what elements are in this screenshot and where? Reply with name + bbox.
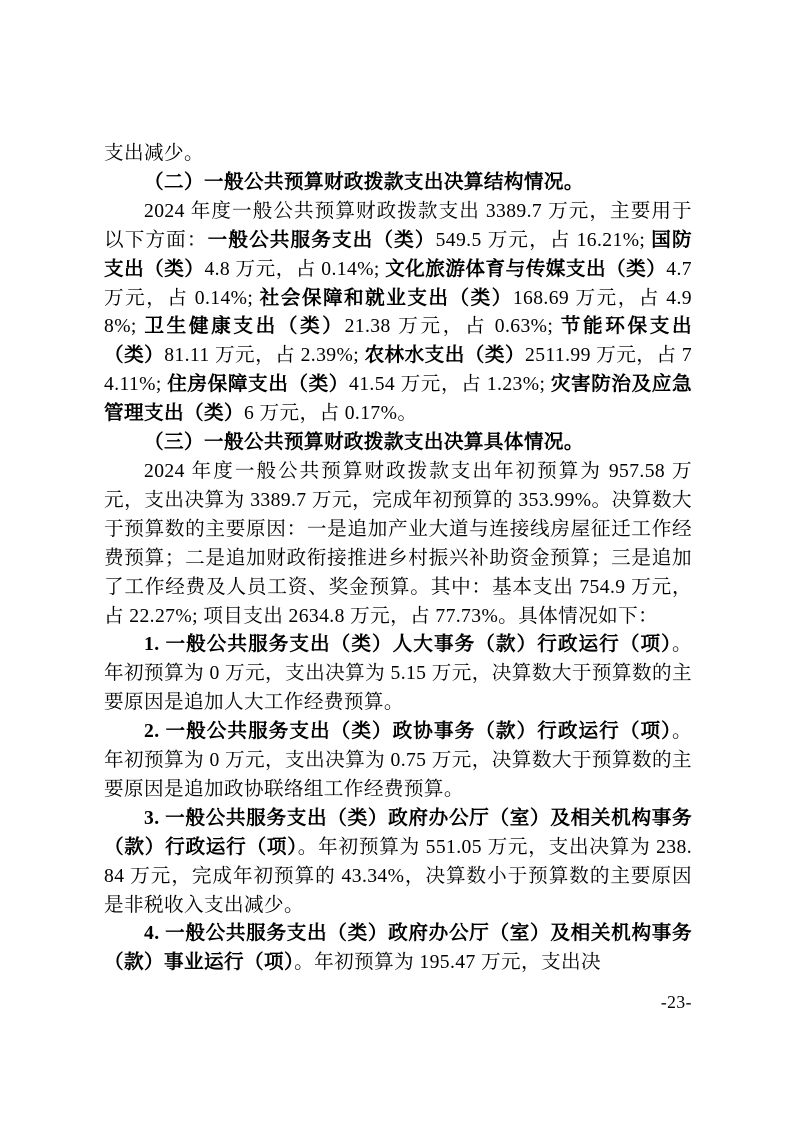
- body-text: 21.38 万元，占 0.63%;: [344, 316, 561, 338]
- body-text: 4.7 万元，占 0.14%;: [104, 258, 692, 309]
- emphasis-text: 一般公共服务支出（类）: [207, 229, 436, 251]
- document-body: [104, 140, 692, 978]
- paragraph-continuation: [104, 140, 692, 169]
- emphasis-text: 社会保障和就业支出（类）: [259, 287, 513, 309]
- emphasis-text: 3. 一般公共服务支出（类）政府办公厅（室）及相关机构事务（款）行政运行（项）: [104, 807, 692, 858]
- emphasis-text: 节能环保支出（类）: [104, 316, 692, 367]
- body-text: 549.5 万元，占 16.21%;: [435, 229, 652, 251]
- body-text: 2511.99 万元，占 74.11%;: [104, 345, 693, 396]
- section-heading-3: [104, 429, 692, 458]
- emphasis-text: 1. 一般公共服务支出（类）人大事务（款）行政运行（项）: [144, 634, 672, 656]
- body-text: 2024 年度一般公共预算财政拨款支出年初预算为 957.58 万元，支出决算为 3389.7 万元，完成年初预算的 353.99%。决算数大于预算数的主要原因：一是追加产业大道与连接线房屋征迁工作经费预算；二是追加财政衔接推进乡村振兴补助资金预算；三是追加了工作经费及人员工资、奖金预算。其中：基本支出 754.9 万元，占 22.27%; 项目支出 2634.8 万元，占 77.73%。具体情况如下：: [104, 460, 692, 627]
- item-2: [104, 718, 692, 805]
- emphasis-text: 住房保障支出（类）: [167, 374, 349, 396]
- body-text: 支出减少。: [104, 143, 204, 164]
- body-text: 。年初预算为 0 万元，支出决算为 5.15 万元，决算数大于预算数的主要原因是追加人大工作经费预算。: [104, 634, 692, 714]
- section-heading-2: [104, 169, 692, 198]
- body-text: 。年初预算为 0 万元，支出决算为 0.75 万元，决算数大于预算数的主要原因是追加政协联络组工作经费预算。: [104, 721, 692, 800]
- item-3: [104, 805, 692, 921]
- emphasis-text: 2. 一般公共服务支出（类）政协事务（款）行政运行（项）: [144, 721, 672, 743]
- paragraph-expenditure-structure: [104, 198, 692, 429]
- emphasis-text: 文化旅游体育与传媒支出（类）: [385, 258, 667, 280]
- emphasis-text: （二）一般公共预算财政拨款支出决算结构情况。: [144, 171, 584, 193]
- page-number: -23-: [660, 992, 692, 1012]
- paragraph-overview: [104, 458, 692, 631]
- emphasis-text: 4. 一般公共服务支出（类）政府办公厅（室）及相关机构事务（款）事业运行（项）: [104, 923, 692, 974]
- body-text: 168.69 万元，占 4.98%;: [104, 287, 692, 338]
- body-text: 4.8 万元，占 0.14%;: [204, 258, 386, 280]
- item-4: [104, 920, 692, 978]
- emphasis-text: 农林水支出（类）: [364, 345, 526, 367]
- emphasis-text: 卫生健康支出（类）: [144, 316, 345, 338]
- body-text: 。年初预算为 195.47 万元，支出决: [294, 952, 601, 974]
- emphasis-text: 国防支出（类）: [104, 229, 693, 280]
- body-text: 6 万元，占 0.17%。: [243, 403, 418, 425]
- body-text: 81.11 万元，占 2.39%;: [164, 345, 365, 367]
- body-text: 。年初预算为 551.05 万元，支出决算为 238.84 万元，完成年初预算的 43.34%，决算数小于预算数的主要原因是非税收入支出减少。: [104, 836, 692, 916]
- body-text: 2024 年度一般公共预算财政拨款支出 3389.7 万元，主要用于以下方面：: [104, 200, 692, 251]
- item-1: [104, 631, 692, 718]
- emphasis-text: 灾害防治及应急管理支出（类）: [104, 374, 692, 425]
- body-text: 41.54 万元，占 1.23%;: [349, 374, 551, 396]
- emphasis-text: （三）一般公共预算财政拨款支出决算具体情况。: [144, 432, 584, 454]
